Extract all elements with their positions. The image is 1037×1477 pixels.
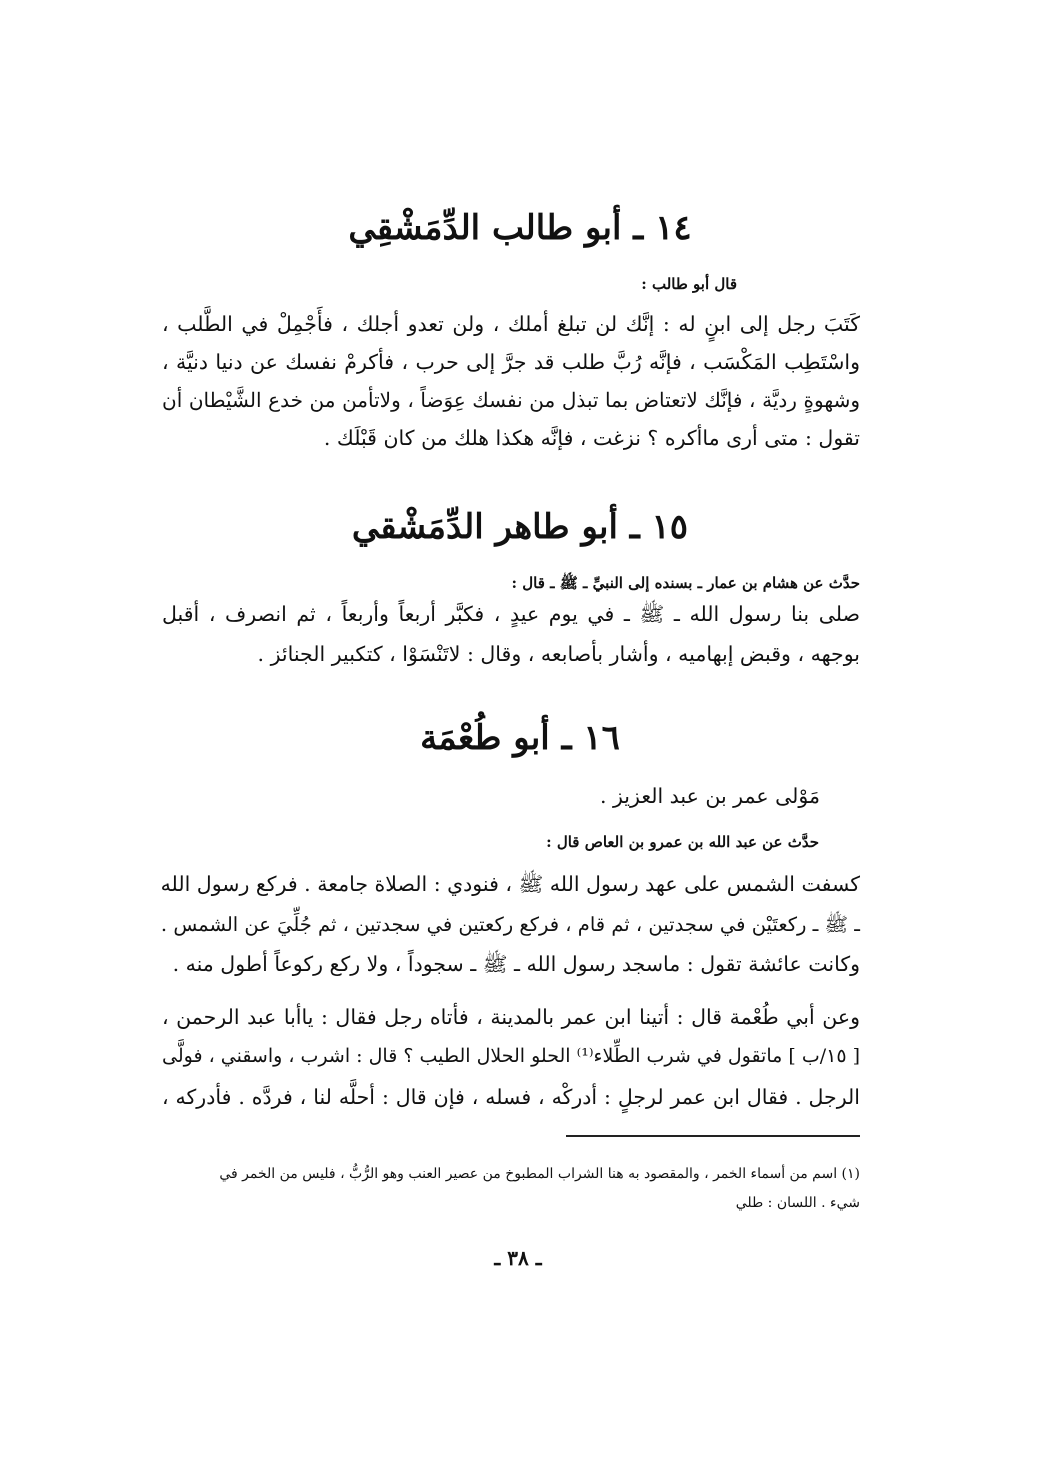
section-14-line-2: واسْتَطِب المَكْسَب ، فإنَّه رُبَّ طلب قد جرَّ إلى حرب ، فأكرمْ نفسك عن دنيا دنيَّة ،: [162, 350, 860, 374]
section-14-line-4: تقول : متى أرى ماأكره ؟ نزغت ، فإنَّه هكذا هلك من كان قَبْلَك .: [323, 426, 860, 450]
section-14-label: قال أبو طالب :: [641, 275, 737, 293]
section-14-heading: ١٤ ـ أبو طالب الدِّمَشْقِي: [348, 208, 692, 248]
section-16-intro: مَوْلى عمر بن عبد العزيز .: [599, 784, 820, 808]
section-16-para1-line-3: وكانت عائشة تقول : ماسجد رسول الله ـ ﷺ ـ سجوداً ، ولا ركع ركوعاً أطول منه .: [172, 952, 860, 976]
footnote-line-2: شيء . اللسان : طلي: [735, 1195, 860, 1211]
section-16-para2-line-2: [ ١٥/ب ] ماتقول في شرب الطِّلاء⁽¹⁾ الحلو الحلال الطيب ؟ قال : اشرب ، واسقني ، فولَّى: [162, 1045, 861, 1067]
section-16-para2-line-3: الرجل . فقال ابن عمر لرجلٍ : أدركْه ، فسله ، فإن قال : أحلَّه لنا ، فردَّه . فأدركه ،: [162, 1085, 860, 1109]
section-16-para1-line-1: كسفت الشمس على عهد رسول الله ﷺ ، فنودي : الصلاة جامعة . فركع رسول الله: [160, 872, 860, 896]
section-15-line-2: بوجهه ، وقبض إبهاميه ، وأشار بأصابعه ، وقال : لاتَنْسَوْا ، كتكبير الجنائز .: [257, 642, 860, 666]
footnote-separator: [566, 1135, 860, 1137]
footnote-line-1: (١) اسم من أسماء الخمر ، والمقصود به هنا الشراب المطبوخ من عصير العنب وهو الرُّبُّ ، فليس من الخمر في: [219, 1166, 860, 1182]
page-number: ـ ٣٨ ـ: [494, 1246, 542, 1270]
section-16-heading: ١٦ ـ أبو طُعْمَة: [420, 718, 620, 758]
section-14-line-1: كَتَبَ رجل إلى ابنٍ له : إنَّك لن تبلغ أملك ، ولن تعدو أجلك ، فأَجْمِلْ في الطَّلب ،: [162, 312, 860, 336]
section-15-line-1: صلى بنا رسول الله ـ ﷺ ـ في يوم عيدٍ ، فكبَّر أربعاً وأربعاً ، ثم انصرف ، أقبل: [162, 602, 860, 626]
section-15-heading: ١٥ ـ أبو طاهر الدِّمَشْقي: [351, 507, 689, 547]
section-16-label: حدَّث عن عبد الله بن عمرو بن العاص قال :: [546, 833, 819, 851]
section-16-para2-line-1: وعن أبي طُعْمة قال : أتينا ابن عمر بالمدينة ، فأتاه رجل فقال : ياأبا عبد الرحمن ،: [162, 1005, 860, 1029]
section-14-line-3: وشهوةٍ رديَّة ، فإنَّك لاتعتاض بما تبذل من نفسك عِوَضاً ، ولاتأمن من خدع الشَّيْطان أن: [162, 388, 860, 412]
section-15-label: حدَّث عن هشام بن عمار ـ بسنده إلى النبيِّ ـ ﷺ ـ قال :: [511, 574, 860, 592]
section-16-para1-line-2: ـ ﷺ ـ ركعتَيْن في سجدتين ، ثم قام ، فركع ركعتين في سجدتين ، ثم جُلِّيَ عن الشمس .: [160, 913, 860, 936]
